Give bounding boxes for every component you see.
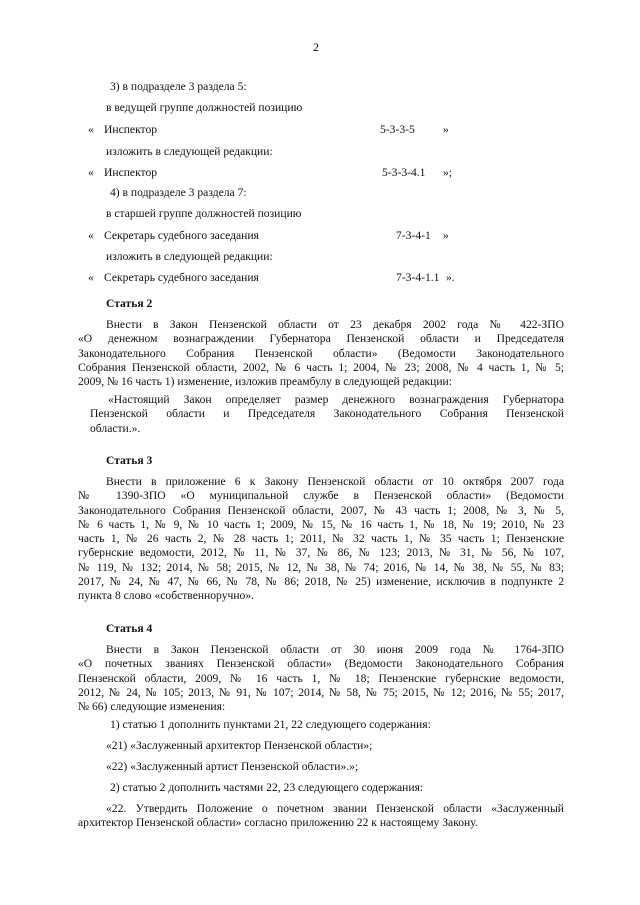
text-line: Внести в Закон Пензенской области от 30 июня 2009 года № 1764-ЗПО bbox=[106, 643, 564, 656]
article-4-body bbox=[78, 643, 564, 714]
article-2-heading: Статья 2 bbox=[106, 297, 153, 310]
text-line: Пензенской области и Председателя Законодательного Собрания Пензенской bbox=[90, 407, 564, 421]
position-title: Инспектор bbox=[104, 123, 158, 136]
restate-text-1: изложить в следующей редакции: bbox=[106, 145, 273, 158]
quote-close: » bbox=[443, 123, 449, 136]
text-line: 2012, № 24, № 105; 2013, № 91, № 107; 2014, № 58, № 75; 2015, № 12; 2016, № 55; 2017, bbox=[78, 685, 564, 699]
position-code: 7-3-4-1.1 bbox=[396, 271, 440, 284]
position-code: 7-3-4-1 bbox=[396, 229, 431, 242]
position-title: Секретарь судебного заседания bbox=[104, 271, 259, 284]
text-line: области.». bbox=[90, 421, 141, 435]
position-code: 5-3-3-4.1 bbox=[382, 166, 426, 179]
text-line: № 1390-ЗПО «О муниципальной службе в Пензенской области» (Ведомости bbox=[78, 489, 564, 503]
text-line: Законодательного Собрания Пензенской области» (Ведомости Законодательного bbox=[78, 346, 564, 360]
article-2-quote bbox=[90, 393, 564, 436]
text-line: «22. Утвердить Положение о почетном звании Пензенской области «Заслуженный bbox=[106, 802, 564, 815]
group-lead-text: в ведущей группе должностей позицию bbox=[106, 101, 303, 114]
text-line: Внести в Закон Пензенской области от 23 декабря 2002 года № 422-ЗПО bbox=[106, 318, 564, 331]
text-line: «Настоящий Закон определяет размер денежного вознаграждения Губернатора bbox=[108, 393, 564, 406]
article-4-heading: Статья 4 bbox=[106, 622, 153, 635]
article-4-final bbox=[78, 802, 564, 831]
position-code: 5-3-3-5 bbox=[380, 123, 415, 136]
quote-close: »; bbox=[443, 166, 453, 179]
quote-open: « bbox=[88, 229, 94, 242]
position-title: Секретарь судебного заседания bbox=[104, 229, 259, 242]
text-line: Внести в приложение 6 к Закону Пензенской области от 10 октября 2007 года bbox=[106, 475, 564, 488]
text-line: № 66) следующие изменения: bbox=[78, 700, 226, 714]
article-3-body bbox=[78, 475, 564, 604]
text-line: часть 1, № 26 часть 2, № 28 часть 1; 2011, № 32 часть 1, № 35 часть 1; Пензенские bbox=[78, 532, 564, 546]
text-line: пункта 8 слово «собственноручно». bbox=[78, 589, 255, 603]
quote-open: « bbox=[88, 166, 94, 179]
text-line: Законодательного Собрания Пензенской области, 2007, № 43 часть 1; 2008, № 3, № 5, bbox=[78, 503, 564, 517]
text-line: «О почетных званиях Пензенской области» (Ведомости Законодательного Собрания bbox=[78, 657, 564, 671]
amendment-item-3: 3) в подразделе 3 раздела 5: bbox=[110, 80, 247, 93]
quote-open: « bbox=[88, 123, 94, 136]
quote-close: » bbox=[443, 229, 449, 242]
text-line: 2009, № 16 часть 1) изменение, изложив преамбулу в следующей редакции: bbox=[78, 375, 452, 389]
position-title: Инспектор bbox=[104, 166, 158, 179]
page-number: 2 bbox=[313, 40, 319, 54]
article-4-item-1: 1) статью 1 дополнить пунктами 21, 22 следующего содержания: bbox=[110, 718, 431, 731]
text-line: архитектор Пензенской области» согласно приложению 22 к настоящему Закону. bbox=[78, 816, 478, 830]
quote-open: « bbox=[88, 271, 94, 284]
article-4-item-21: «21) «Заслуженный архитектор Пензенской области»; bbox=[106, 739, 373, 752]
quote-close: ». bbox=[446, 271, 455, 284]
amendment-item-4: 4) в подразделе 3 раздела 7: bbox=[110, 186, 247, 199]
article-2-body bbox=[78, 318, 564, 389]
article-4-item-2: 2) статью 2 дополнить частями 22, 23 следующего содержания: bbox=[110, 781, 424, 794]
restate-text-2: изложить в следующей редакции: bbox=[106, 250, 273, 263]
article-3-heading: Статья 3 bbox=[106, 454, 153, 467]
article-4-item-22: «22) «Заслуженный артист Пензенской области».»; bbox=[106, 760, 359, 773]
text-line: 2017, № 24, № 47, № 66, № 78, № 86; 2018, № 25) изменение, исключив в подпункте 2 bbox=[78, 575, 564, 589]
text-line: Собрания Пензенской области, 2002, № 6 часть 1; 2004, № 23; 2008, № 4 часть 1, № 5; bbox=[78, 360, 564, 374]
text-line: Пензенской области, 2009, № 16 часть 1, № 18; Пензенские губернские ведомости, bbox=[78, 671, 564, 685]
group-senior-text: в старшей группе должностей позицию bbox=[106, 207, 302, 220]
text-line: «О денежном вознаграждении Губернатора Пензенской области и Председателя bbox=[78, 332, 564, 346]
text-line: № 6 часть 1, № 9, № 10 часть 1; 2009, № 15, № 16 часть 1, № 18, № 19; 2010, № 23 bbox=[78, 517, 564, 531]
text-line: № 119, № 132; 2014, № 58; 2015, № 12, № 38, № 74; 2016, № 14, № 38, № 55, № 83; bbox=[78, 560, 564, 574]
text-line: губернские ведомости, 2012, № 11, № 37, № 86, № 123; 2013, № 31, № 56, № 107, bbox=[78, 546, 564, 560]
